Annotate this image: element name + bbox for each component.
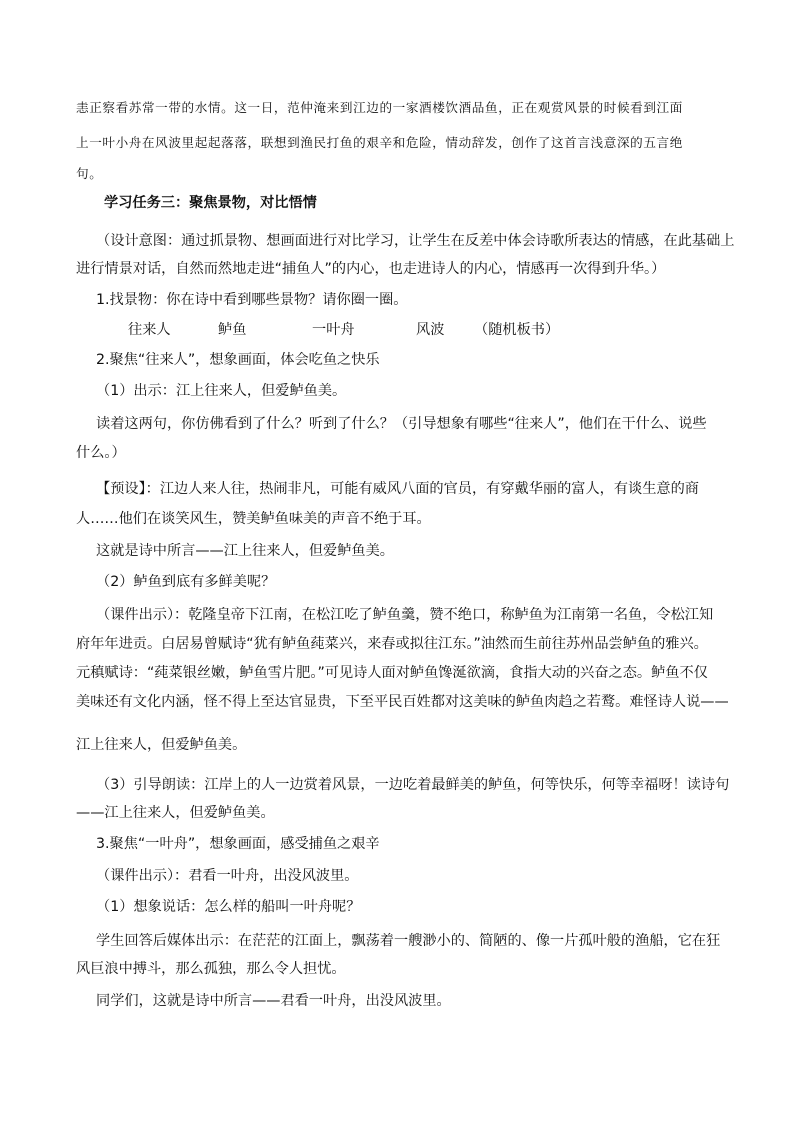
- step-2: 2.聚焦“往来人”，想象画面，体会吃鱼之快乐: [96, 352, 380, 368]
- step-1: 1.找景物：你在诗中看到哪些景物？请你圈一圈。: [96, 292, 408, 308]
- design-intent-line: 进行情景对话，自然而然地走进“捕鱼人”的内心，也走进诗人的内心，情感再一次得到升华。）: [76, 261, 666, 277]
- question-line: 什么。）: [76, 445, 126, 461]
- intro-line: 上一叶小舟在风波里起起落落，联想到渔民打鱼的艰辛和危险，情动辞发，创作了这首言浅意深的五言绝: [76, 135, 683, 150]
- intro-line: 句。: [76, 166, 103, 181]
- courseware-line: 元稹赋诗：“莼菜银丝嫩，鲈鱼雪片肥。”可见诗人面对鲈鱼馋涎欲滴，食指大动的兴奋之态。鲈鱼不仅: [76, 665, 708, 681]
- answer-line: 风巨浪中搏斗，那么孤独，那么令人担忧。: [76, 961, 346, 977]
- step-2-3: （3）引导朗读：江岸上的人一边赏着风景，一边吃着最鲜美的鲈鱼，何等快乐，何等幸福呀！读诗句: [96, 777, 730, 793]
- poem-line: 这就是诗中所言——江上往来人，但爱鲈鱼美。: [96, 543, 394, 559]
- board-word: 风波: [416, 322, 445, 338]
- board-word: 一叶舟: [312, 322, 355, 338]
- courseware-line: （课件出示）：乾隆皇帝下江南，在松江吃了鲈鱼羹，赞不绝口，称鲈鱼为江南第一名鱼，令松江知: [96, 607, 714, 623]
- answer-line: 学生回答后媒体出示：在茫茫的江面上，飘荡着一艘渺小的、简陋的、像一片孤叶般的渔船，它在狂: [96, 933, 721, 949]
- preset-line: 人……他们在谈笑风生，赞美鲈鱼味美的声音不绝于耳。: [76, 511, 431, 527]
- courseware-line: 美味还有文化内涵，怪不得上至达官显贵，下至平民百姓都对这美味的鲈鱼肉趋之若鹜。难怪诗人说——: [76, 694, 729, 710]
- step-3-1: （1）想象说话：怎么样的船叫一叶舟呢？: [96, 899, 361, 915]
- preset-line: 【预设】：江边人来人往，热闹非凡，可能有威风八面的官员，有穿戴华丽的富人，有谈生意的商: [96, 481, 699, 497]
- intro-line: 恚正察看苏常一带的水情。这一日，范仲淹来到江边的一家酒楼饮酒品鱼，正在观赏风景的时候看到江面: [76, 100, 683, 115]
- board-note: （随机板书）: [474, 322, 560, 338]
- step-3: 3.聚焦“一叶舟”，想象画面，感受捕鱼之艰辛: [96, 836, 380, 852]
- courseware-line: 江上往来人，但爱鲈鱼美。: [76, 737, 247, 753]
- question-line: 读着这两句，你仿佛看到了什么？听到了什么？（引导想象有哪些“往来人”，他们在干什么、说些: [96, 416, 707, 432]
- step-2-1: （1）出示：江上往来人，但爱鲈鱼美。: [96, 383, 347, 399]
- board-word: 鲈鱼: [218, 322, 247, 338]
- courseware-2: （课件出示）：君看一叶舟，出没风波里。: [96, 868, 359, 884]
- board-word: 往来人: [128, 322, 171, 338]
- courseware-line: 府年年进贡。白居易曾赋诗“犹有鲈鱼莼菜兴，来春或拟往江东。”油然而生前往苏州品尝鲈鱼的雅兴。: [76, 636, 708, 652]
- task-heading: 学习任务三：聚焦景物，对比悟情: [104, 195, 317, 211]
- step-2-2: （2）鲈鱼到底有多鲜美呢？: [96, 574, 276, 590]
- step-2-3: ——江上往来人，但爱鲈鱼美。: [76, 805, 275, 821]
- poem-line: 同学们，这就是诗中所言——君看一叶舟，出没风波里。: [96, 993, 451, 1009]
- design-intent-line: （设计意图：通过抓景物、想画面进行对比学习，让学生在反差中体会诗歌所表达的情感，在此基础上: [96, 233, 735, 249]
